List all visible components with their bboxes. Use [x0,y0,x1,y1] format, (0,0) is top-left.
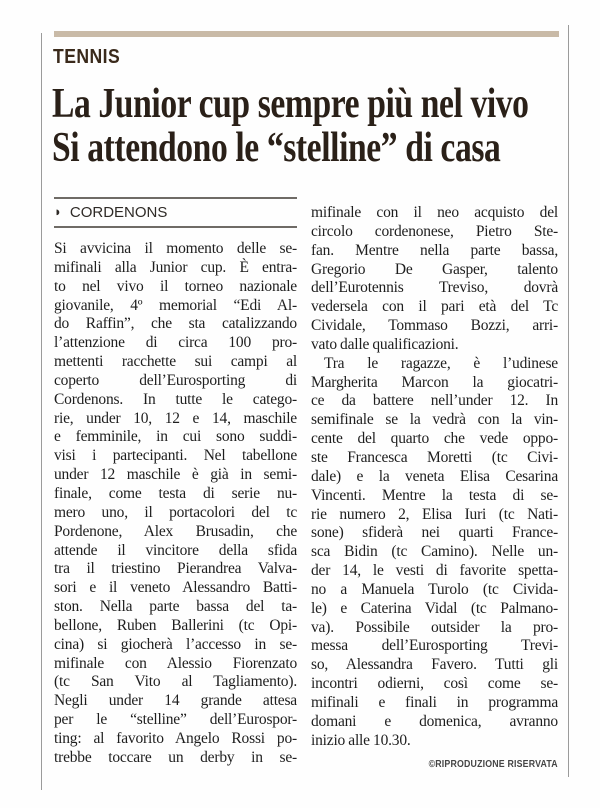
article-line: ste Francesca Moretti (tc Civi- [311,448,558,466]
article-line: dell’Eurotennis Treviso, dovrà [311,279,558,297]
article-line: no a Manuela Turolo (tc Civida- [311,580,558,598]
article-line: mettenti racchette sui campi al [54,353,297,371]
article-line: coperto dell’Eurosporting di [54,371,297,389]
article-line: Pordenone, Alex Brusadin, che [54,522,297,540]
article-line: Margherita Marcon la giocatri- [311,373,558,391]
article-line: Si avvicina il momento delle se- [54,240,297,257]
article-line: attende il vincitore della sfida [54,541,297,559]
article-line: Negli under 14 grande attesa [54,692,297,710]
left-column-separator-line [41,33,42,790]
article-line: rie, under 10, 12 e 14, maschile [54,409,297,427]
article-line: do Raffin”, che sta catalizzando [54,315,297,333]
article-line: Vincenti. Mentre la testa di se- [311,486,558,504]
article-line: cina) si giocherà l’accesso in se- [54,635,297,653]
article-line: giovanile, 4º memorial “Edi Al- [54,296,297,314]
headline-line-1: La Junior cup sempre più nel vivo [52,81,529,127]
article-line: inizio alle 10.30. [311,731,411,749]
article-column-right [311,204,558,750]
article-line: sca Bidin (tc Camino). Nelle un- [311,543,558,561]
article-line: to nel vivo il torneo nazionale [54,277,297,295]
headline-line-2: Si attendono le “stelline” di casa [52,125,501,171]
article-line: so, Alessandra Favero. Tutti gli [311,656,558,674]
article-line: trebbe toccare un derby in se- [54,748,297,766]
article-line: rie numero 2, Elisa Iuri (tc Nati- [311,505,558,523]
article-line: e femminile, in cui sono suddi- [54,428,297,446]
article-line: va). Possibile outsider la pro- [311,618,558,636]
article-line: Cividale, Tommaso Bozzi, arri- [311,317,558,335]
article-line: mifinale con Alessio Fiorenzato [54,654,297,672]
section-divider-bar [54,31,559,37]
article-line: visi i partecipanti. Nel tabellone [54,447,297,465]
article-line: vedersela con il pari età del Tc [311,298,558,316]
article-line: finale, come testa di serie nu- [54,484,297,502]
article-line: dale) e la veneta Elisa Cesarina [311,467,558,485]
article-line: per le “stelline” dell’Eurospor- [54,711,297,729]
article-line: mifinali e finali in programma [311,693,558,711]
article-line: bellone, Ruben Ballerini (tc Opi- [54,616,297,634]
article-line: circolo cordenonese, Pietro Ste- [311,222,558,240]
article-line: (tc San Vito al Tagliamento). [54,673,297,691]
article-line: under 12 maschile è già in semi- [54,466,297,484]
article-line: ston. Nella parte bassa del ta- [54,598,297,616]
article-column-left [54,240,297,768]
kicker-label: CORDENONS [69,204,168,221]
copyright-notice: ©RIPRODUZIONE RISERVATA [428,759,558,770]
article-line: ting: al favorito Angelo Rossi po- [54,729,297,747]
kicker-bullet-icon: ◗ [54,204,62,219]
headline [52,82,570,170]
article-line: mifinale con il neo acquisto del [311,204,558,221]
article-line: mifinali alla Junior cup. È entra- [54,258,297,276]
article-line: cente del quarto che vede oppo- [311,430,558,448]
article-line: der 14, le vesti di favorite spetta- [311,562,558,580]
section-label: TENNIS [53,46,121,68]
article-line: Tra le ragazze, è l’udinese [324,354,558,372]
article-line: ce da battere nell’under 12. In [311,392,558,410]
article-line: domani e domenica, avranno [311,712,558,730]
article-line: Cordenons. In tutte le catego- [54,390,297,408]
article-line: sone) sfiderà nei quarti France- [311,524,558,542]
article-line: incontri odierni, così come se- [311,675,558,693]
article-line: l’attenzione di circa 100 pro- [54,334,297,352]
article-line: sori e il veneto Alessandro Batti- [54,579,297,597]
article-line: fan. Mentre nella parte bassa, [311,241,558,259]
article-line: tra il triestino Pierandrea Valva- [54,560,297,578]
article-line: semifinale se la vedrà con la vin- [311,411,558,429]
article-line: vato dalle qualificazioni. [311,335,459,353]
article-line: mero uno, il portacolori del tc [54,503,297,521]
article-line: le) e Caterina Vidal (tc Palmano- [311,599,558,617]
article-line: Gregorio De Gasper, talento [311,260,558,278]
article-line: messa dell’Eurosporting Trevi- [311,637,558,655]
kicker [54,197,297,228]
